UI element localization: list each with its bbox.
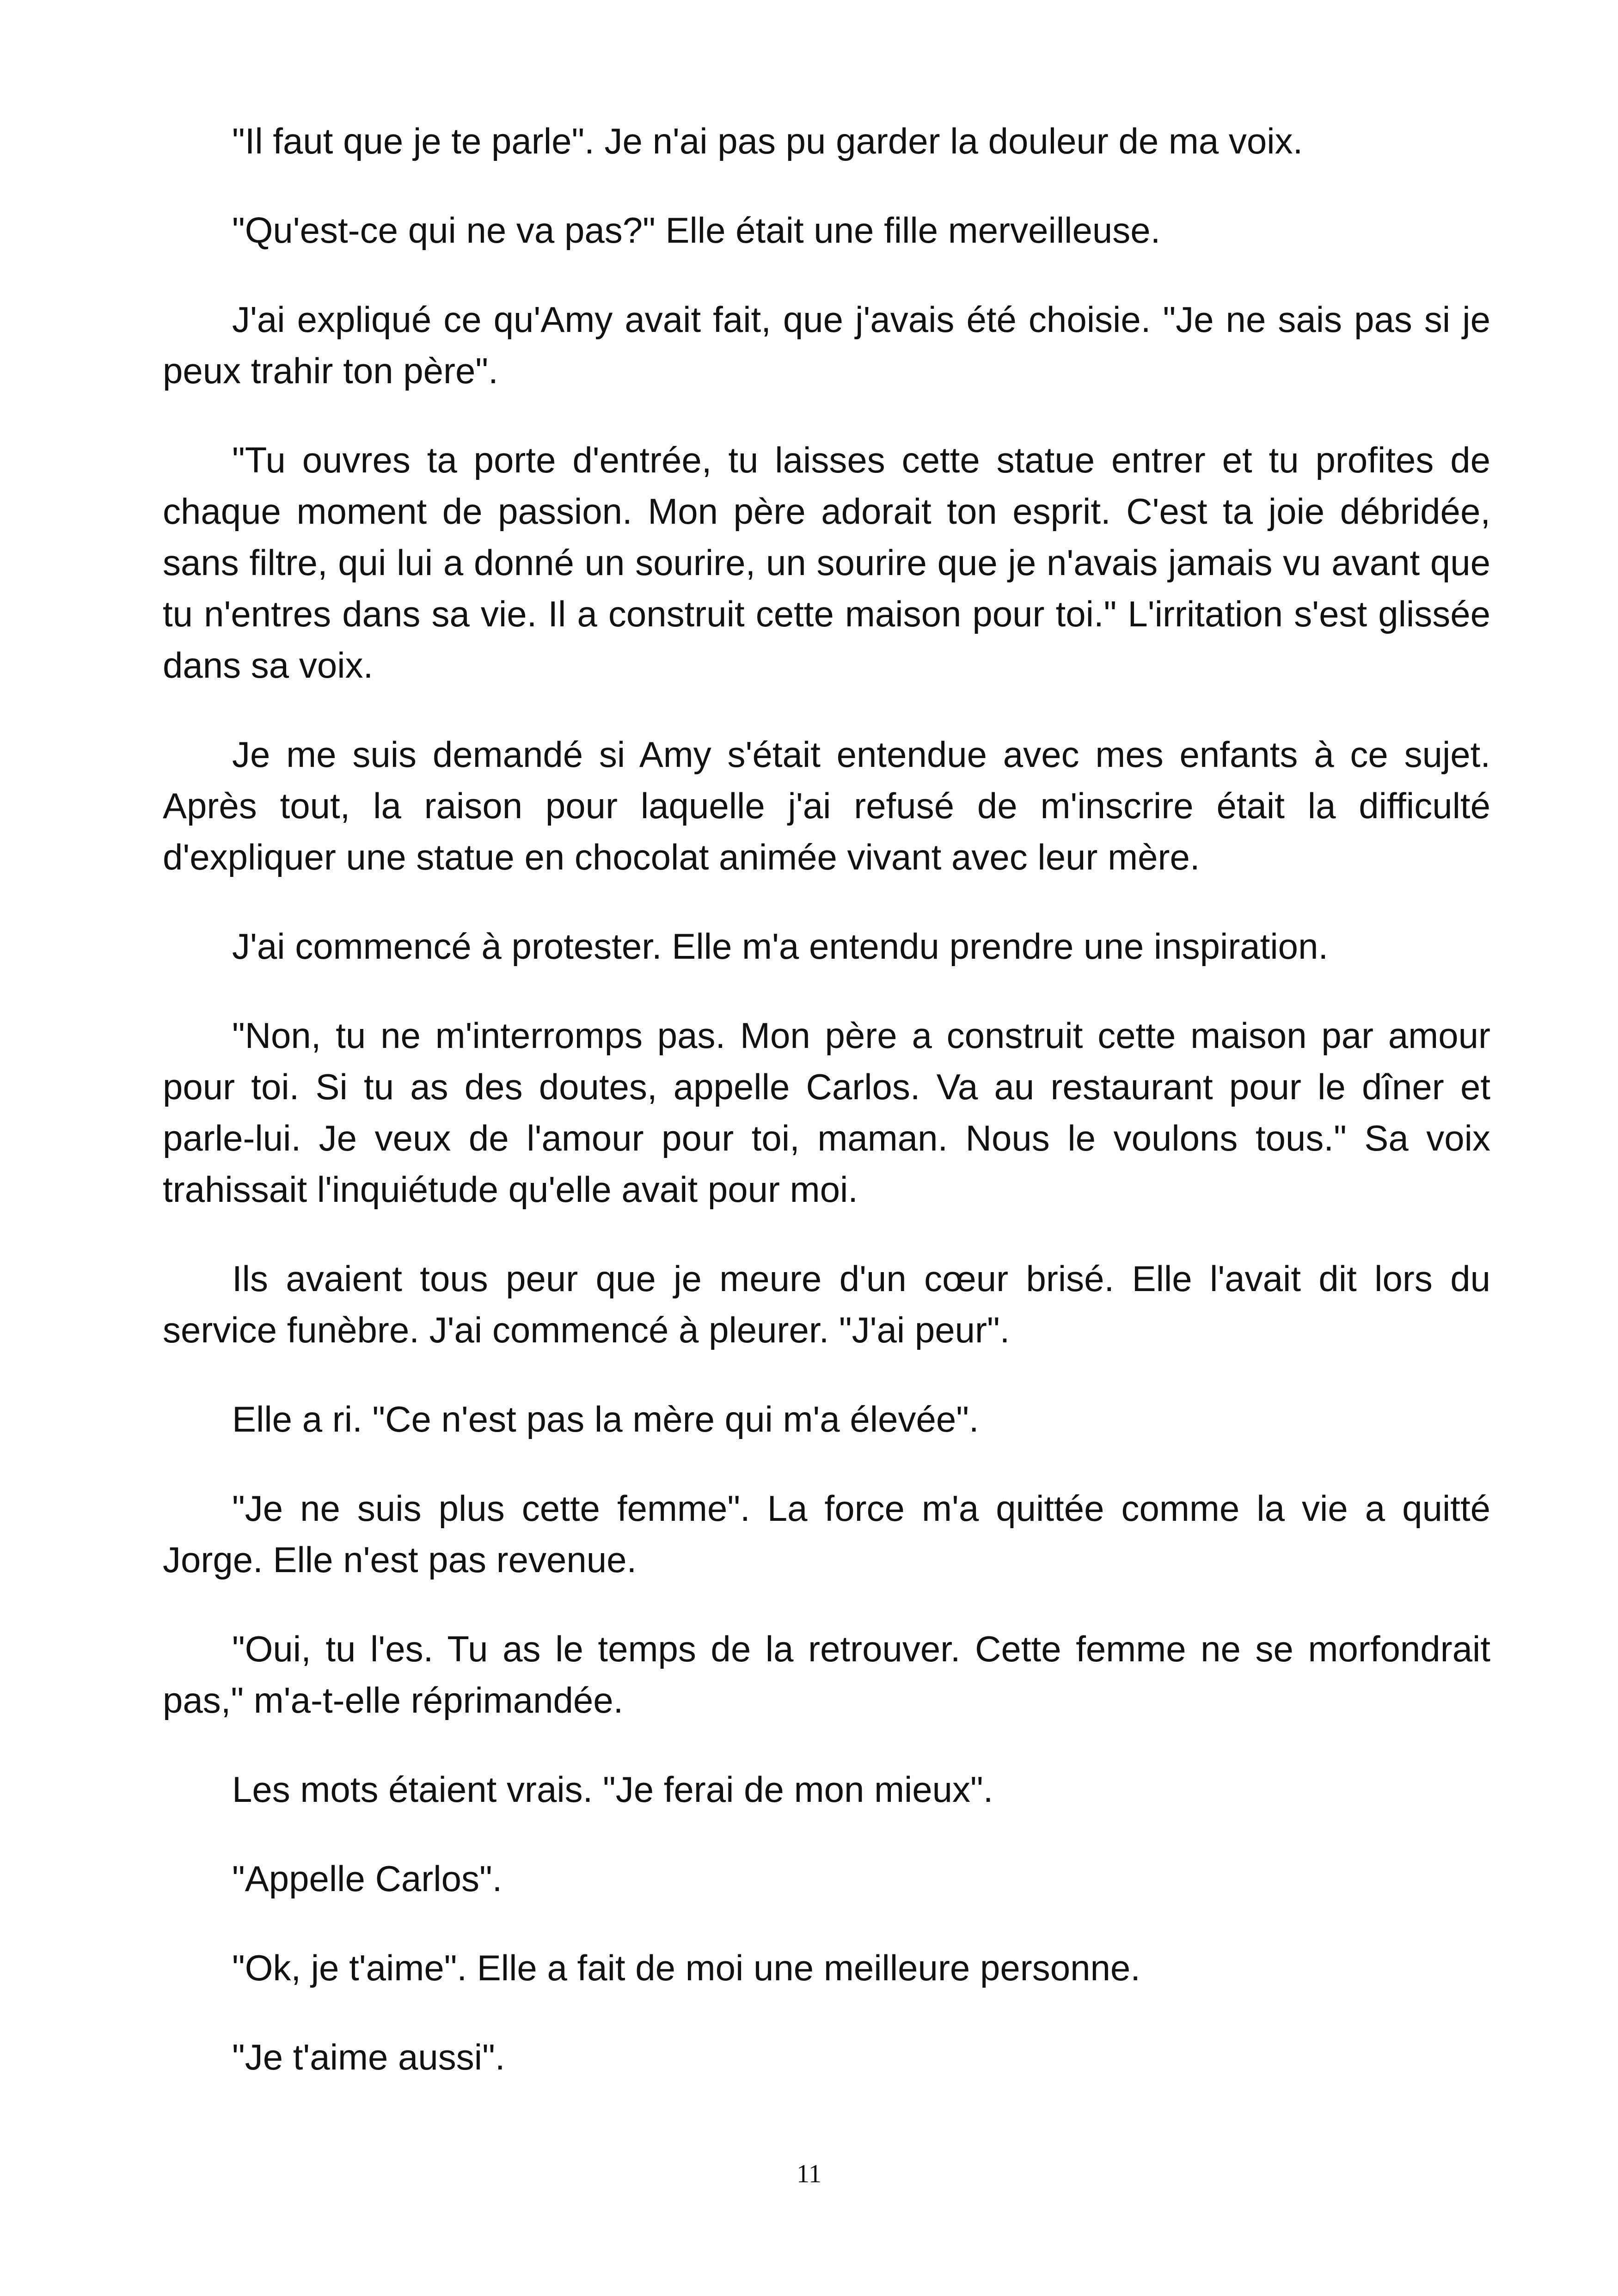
paragraph: Je me suis demandé si Amy s'était entendue avec mes enfants à ce sujet. Après tout, la raison pour laquelle j'ai refusé de m'inscrire était la difficulté d'expliquer une statue en chocolat animée vivant avec leur mère. <box>163 734 1490 877</box>
paragraph: "Il faut que je te parle". Je n'ai pas pu garder la douleur de ma voix. <box>232 121 1303 161</box>
paragraph: "Je ne suis plus cette femme". La force m'a quittée comme la vie a quitté Jorge. Elle n'est pas revenue. <box>163 1488 1490 1580</box>
paragraph: "Oui, tu l'es. Tu as le temps de la retrouver. Cette femme ne se morfondrait pas," m'a-t-elle réprimandée. <box>163 1629 1490 1720</box>
paragraph: "Appelle Carlos". <box>232 1858 503 1899</box>
page-body <box>163 116 1490 2173</box>
paragraph: "Je t'aime aussi". <box>232 2037 505 2077</box>
paragraph: J'ai commencé à protester. Elle m'a entendu prendre une inspiration. <box>232 926 1329 967</box>
paragraph: Les mots étaient vrais. "Je ferai de mon mieux". <box>232 1769 993 1810</box>
paragraph: Elle a ri. "Ce n'est pas la mère qui m'a élevée". <box>232 1399 979 1439</box>
paragraph: "Non, tu ne m'interromps pas. Mon père a construit cette maison par amour pour toi. Si tu as des doutes, appelle Carlos. Va au restaurant pour le dîner et parle-lui. Je veux de l'amour pour toi, maman. Nous le voulons tous." Sa voix trahissait l'inquiétude qu'elle avait pour moi. <box>163 1015 1490 1210</box>
paragraph: Ils avaient tous peur que je meure d'un cœur brisé. Elle l'avait dit lors du service funèbre. J'ai commencé à pleurer. "J'ai peur". <box>163 1258 1490 1350</box>
paragraph: J'ai expliqué ce qu'Amy avait fait, que j'avais été choisie. "Je ne sais pas si je peux trahir ton père". <box>163 299 1490 391</box>
paragraph: "Qu'est-ce qui ne va pas?" Elle était une fille merveilleuse. <box>232 210 1161 251</box>
paragraph: "Tu ouvres ta porte d'entrée, tu laisses cette statue entrer et tu profites de chaque moment de passion. Mon père adorait ton esprit. C'est ta joie débridée, sans filtre, qui lui a donné un sourire, un sourire que je n'avais jamais vu avant que tu n'entres dans sa vie. Il a construit cette maison pour toi." L'irritation s'est glissée dans sa voix. <box>163 440 1490 686</box>
paragraph: "Ok, je t'aime". Elle a fait de moi une meilleure personne. <box>232 1947 1140 1988</box>
page-number: 11 <box>797 2160 821 2188</box>
